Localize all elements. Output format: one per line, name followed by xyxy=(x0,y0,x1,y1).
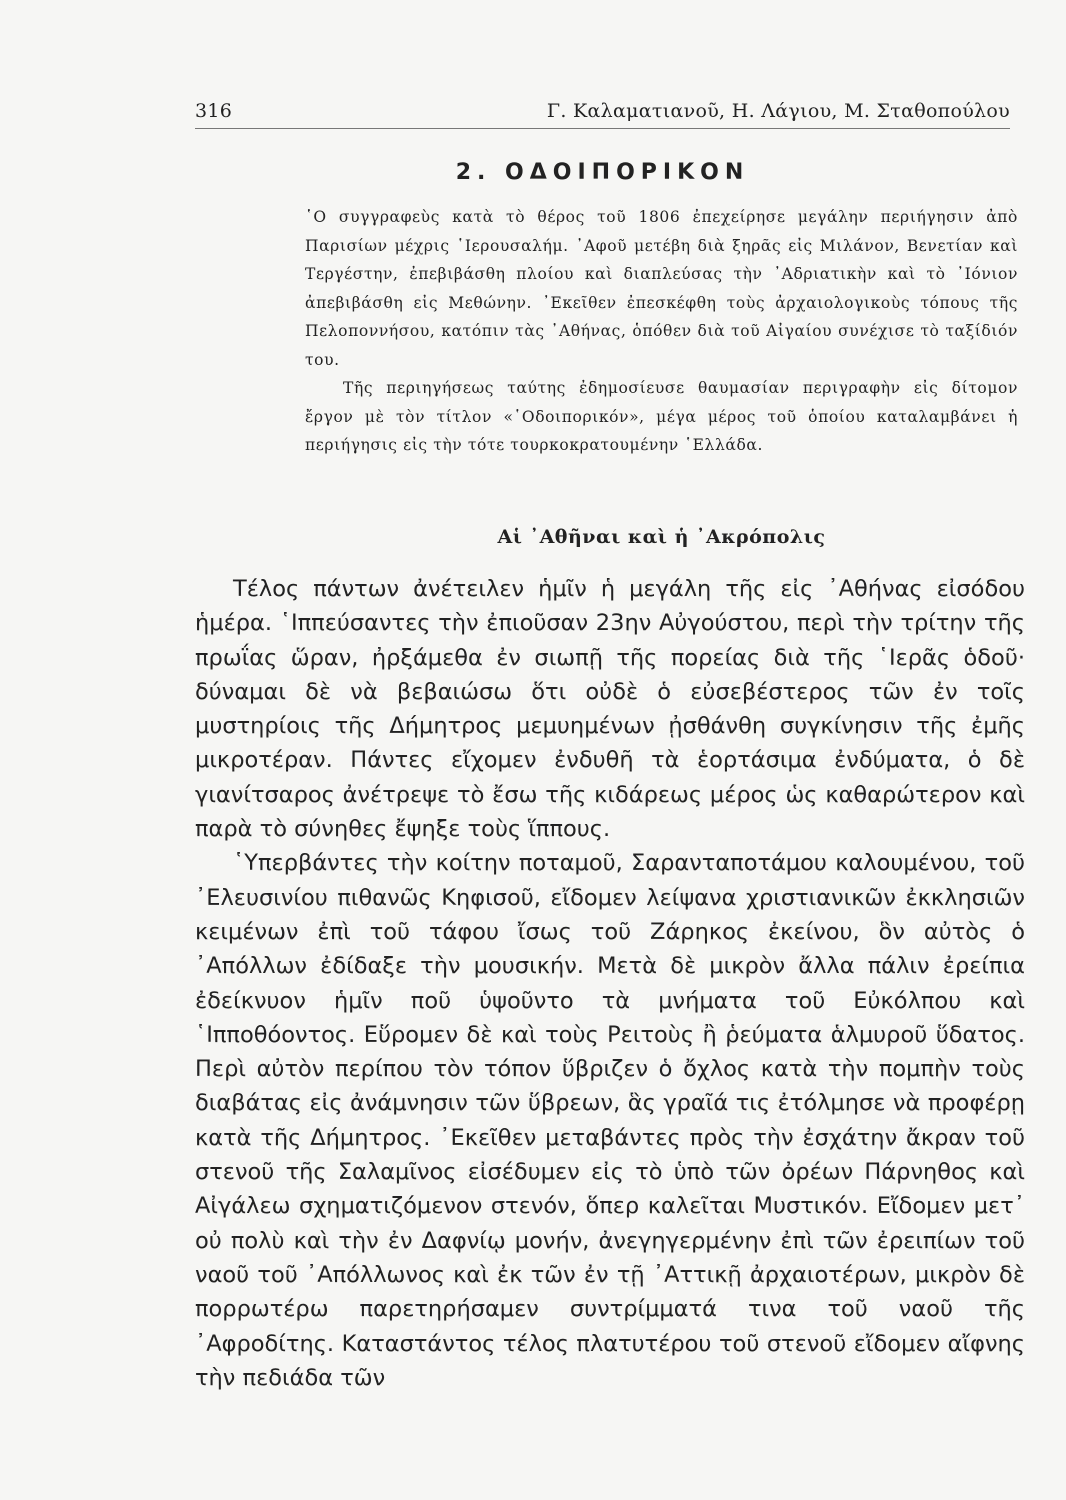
body-text xyxy=(195,572,1025,1395)
intro-paragraph: ῾Ο συγγραφεὺς κατὰ τὸ θέρος τοῦ 1806 ἐπεχείρησε μεγάλην περιήγησιν ἀπὸ Παρισίων μέχρις ῾Ιερουσαλήμ. ᾿Αφοῦ μετέβη διὰ ξηρᾶς εἰς Μιλάνον, Βενετίαν καὶ Τεργέστην, ἐπεβιβάσθη πλοίου καὶ διαπλεύσας τὴν ᾿Αδριατικὴν καὶ τὸ ᾿Ιόνιον ἀπεβιβάσθη εἰς Μεθώνην. ᾿Εκεῖθεν ἐπεσκέφθη τοὺς ἀρχαιολογικοὺς τόπους τῆς Πελοποννήσου, κατόπιν τὰς ᾿Αθήνας, ὁπόθεν διὰ τοῦ Αἰγαίου συνέχισε τὸ ταξίδιόν του. xyxy=(305,208,1018,369)
page-number: 316 xyxy=(195,100,233,122)
subsection-title: Αἱ ᾿Αθῆναι καὶ ἡ ᾿Ακρόπολις xyxy=(497,526,826,548)
section-title: 2. ΟΔΟΙΠΟΡΙΚΟΝ xyxy=(455,160,750,185)
running-head xyxy=(195,96,1010,129)
body-paragraph: ῾Υπερβάντες τὴν κοίτην ποταμοῦ, Σαρανταποτάμου καλουμένου, τοῦ ᾿Ελευσινίου πιθανῶς Κηφισοῦ, εἴδομεν λείψανα χριστιανικῶν ἐκκλησιῶν κειμένων ἐπὶ τοῦ τάφου ἴσως τοῦ Ζάρηκος ἐκείνου, ὃν αὐτὸς ὁ ᾿Απόλλων ἐδίδαξε τὴν μουσικήν. Μετὰ δὲ μικρὸν ἄλλα πάλιν ἐρείπια ἐδείκνυον ἡμῖν ποῦ ὑψοῦντο τὰ μνήματα τοῦ Εὐκόλπου καὶ ῾Ιπποθόοντος. Εὕρομεν δὲ καὶ τοὺς Ρειτοὺς ἢ ῥεύματα ἁλμυροῦ ὕδατος. Περὶ αὐτὸν περίπου τὸν τόπον ὕβριζεν ὁ ὄχλος κατὰ τὴν πομπὴν τοὺς διαβάτας εἰς ἀνάμνησιν τῶν ὕβρεων, ἃς γραῖά τις ἐτόλμησε νὰ προφέρῃ κατὰ τῆς Δήμητρος. ᾿Εκεῖθεν μεταβάντες πρὸς τὴν ἐσχάτην ἄκραν τοῦ στενοῦ τῆς Σαλαμῖνος εἰσέδυμεν εἰς τὸ ὑπὸ τῶν ὀρέων Πάρνηθος καὶ Αἰγάλεω σχηματιζόμενον στενόν, ὅπερ καλεῖται Μυστικόν. Εἴδομεν μετ᾿ οὐ πολὺ καὶ τὴν ἐν Δαφνίῳ μονήν, ἀνεγηγερμένην ἐπὶ τῶν ἐρειπίων τοῦ ναοῦ τοῦ ᾿Απόλλωνος καὶ ἐκ τῶν ἐν τῇ ᾿Αττικῇ ἀρχαιοτέρων, μικρὸν δὲ πορρωτέρω παρετηρήσαμεν συντρίμματά τινα τοῦ ναοῦ τῆς ᾿Αφροδίτης. Καταστάντος τέλος πλατυτέρου τοῦ στενοῦ εἴδομεν αἴφνης τὴν πεδιάδα τῶν xyxy=(195,850,1025,1391)
intro-paragraph: Τῆς περιηγήσεως ταύτης ἐδημοσίευσε θαυμασίαν περιγραφὴν εἰς δίτομον ἔργον μὲ τὸν τίτλον «῾Οδοιπορικόν», μέγα μέρος τοῦ ὁποίου καταλαμβάνει ἡ περιήγησις εἰς τὴν τότε τουρκοκρατουμένην ῾Ελλάδα. xyxy=(305,379,1018,454)
intro-block xyxy=(305,203,1018,460)
body-paragraph: Τέλος πάντων ἀνέτειλεν ἡμῖν ἡ μεγάλη τῆς εἰς ᾿Αθήνας εἰσόδου ἡμέρα. ῾Ιππεύσαντες τὴν ἐπιοῦσαν 23ην Αὐγούστου, περὶ τὴν τρίτην τῆς πρωΐας ὥραν, ἠρξάμεθα ἐν σιωπῇ τῆς πορείας διὰ τῆς ῾Ιερᾶς ὁδοῦ· δύναμαι δὲ νὰ βεβαιώσω ὅτι οὐδὲ ὁ εὐσεβέστερος τῶν ἐν τοῖς μυστηρίοις τῆς Δήμητρος μεμυημένων ᾐσθάνθη συγκίνησιν τῆς ἐμῆς μικροτέραν. Πάντες εἴχομεν ἐνδυθῆ τὰ ἑορτάσιμα ἐνδύματα, ὁ δὲ γιανίτσαρος ἀνέτρεψε τὸ ἔσω τῆς κιδάρεως μέρος ὡς καθαρώτερον καὶ παρὰ τὸ σύνηθες ἔψηξε τοὺς ἵππους. xyxy=(195,576,1025,843)
running-head-authors: Γ. Καλαματιανοῦ, Η. Λάγιου, Μ. Σταθοπούλου xyxy=(546,100,1010,122)
